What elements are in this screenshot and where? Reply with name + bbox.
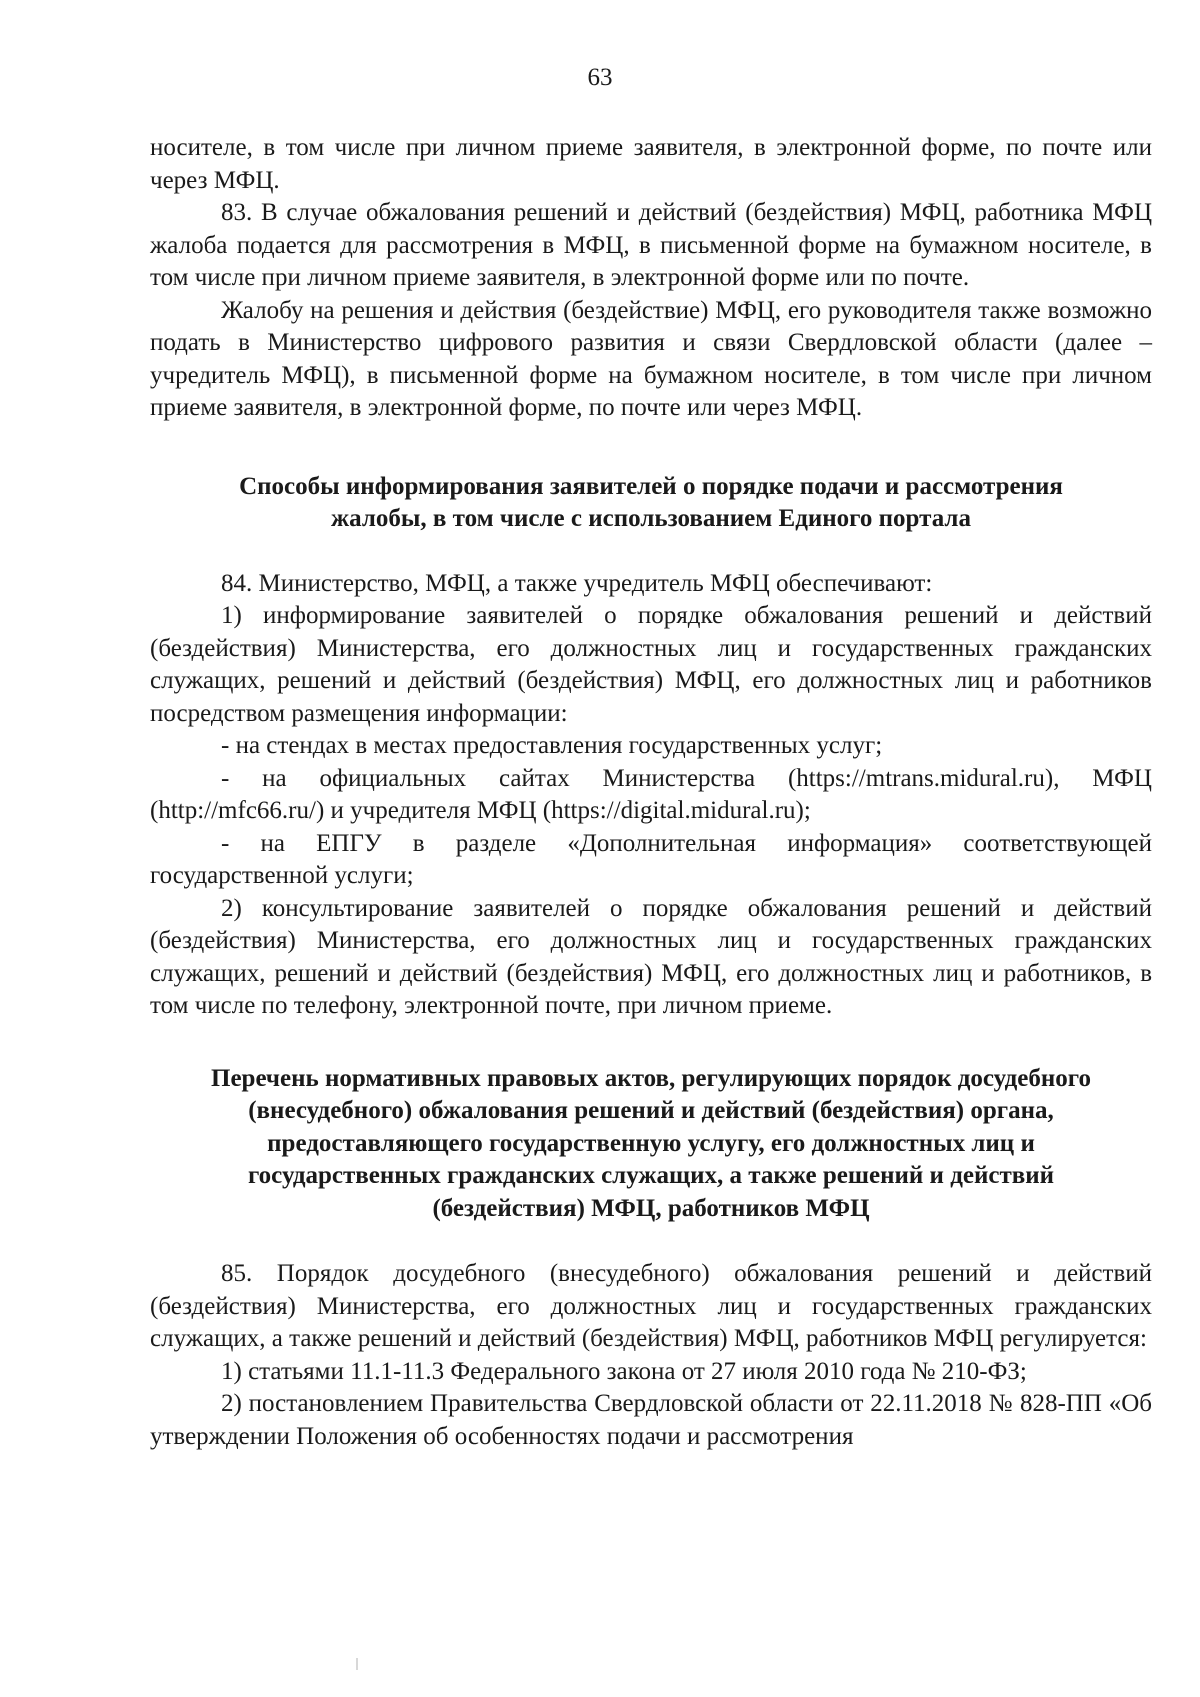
- list-item-epgu: - на ЕПГУ в разделе «Дополнительная информация» соответствующей государственной услуги;: [150, 829, 1152, 889]
- heading-line: предоставляющего государственную услугу, его должностных лиц и: [267, 1129, 1035, 1157]
- section-heading-legal-acts: [150, 1063, 1152, 1226]
- list-item-websites: - на официальных сайтах Министерства (https://mtrans.midural.ru), МФЦ (http://mfc66.ru/) и учредителя МФЦ (https://digital.midural.ru);: [150, 764, 1152, 824]
- page-number: 63: [587, 64, 613, 91]
- list-item-2-consulting: 2) консультирование заявителей о порядке обжалования решений и действий (бездействия) Министерства, его должностных лиц и государственных гражданских служащих, решений и действий (бездействия) МФЦ, его должностных лиц и работников, в том числе по телефону, электронной почте, при личном приеме.: [150, 894, 1152, 1019]
- heading-line: (внесудебного) обжалования решений и действий (бездействия) органа,: [248, 1097, 1054, 1124]
- section-heading-informing: [150, 471, 1152, 536]
- list-item-government-resolution: 2) постановлением Правительства Свердловской области от 22.11.2018 № 828-ПП «Об утверждении Положения об особенностях подачи и рассмотрения: [150, 1390, 1152, 1450]
- paragraph-continuation: носителе, в том числе при личном приеме заявителя, в электронной форме, по почте или через МФЦ.: [150, 134, 1152, 194]
- list-item-stands: - на стендах в местах предоставления государственных услуг;: [221, 732, 883, 759]
- scan-artifact: [356, 1658, 358, 1670]
- heading-line: (бездействия) МФЦ, работников МФЦ: [432, 1194, 870, 1222]
- heading-line: жалобы, в том числе с использованием Единого портала: [331, 505, 971, 532]
- heading-line: Способы информирования заявителей о порядке подачи и рассмотрения: [239, 472, 1063, 500]
- paragraph-84: 84. Министерство, МФЦ, а также учредитель МФЦ обеспечивают:: [221, 569, 933, 597]
- heading-line: Перечень нормативных правовых актов, регулирующих порядок досудебного: [211, 1064, 1091, 1092]
- list-item-1-informing: 1) информирование заявителей о порядке обжалования решений и действий (бездействия) Министерства, его должностных лиц и государственных гражданских служащих, решений и действий (бездействия) МФЦ, его должностных лиц и работников посредством размещения информации:: [150, 602, 1152, 727]
- heading-line: государственных гражданских служащих, а также решений и действий: [247, 1162, 1055, 1189]
- paragraph-complaint-ministry: Жалобу на решения и действия (бездействие) МФЦ, его руководителя также возможно подать в Министерство цифрового развития и связи Свердловской области (далее – учредитель МФЦ), в письменной форме на бумажном носителе, в том числе при личном приеме заявителя, в электронной форме, по почте или через МФЦ.: [150, 296, 1152, 421]
- document-body: [150, 132, 1152, 1453]
- paragraph-83: 83. В случае обжалования решений и действий (бездействия) МФЦ, работника МФЦ жалоба подается для рассмотрения в МФЦ, в письменной форме на бумажном носителе, в том числе при личном приеме заявителя, в электронной форме или по почте.: [150, 199, 1152, 291]
- paragraph-85: 85. Порядок досудебного (внесудебного) обжалования решений и действий (бездействия) Министерства, его должностных лиц и государственных гражданских служащих, а также решений и действий (бездействия) МФЦ, работников МФЦ регулируется:: [150, 1260, 1152, 1352]
- list-item-federal-law: 1) статьями 11.1-11.3 Федерального закона от 27 июля 2010 года № 210-ФЗ;: [221, 1357, 1027, 1385]
